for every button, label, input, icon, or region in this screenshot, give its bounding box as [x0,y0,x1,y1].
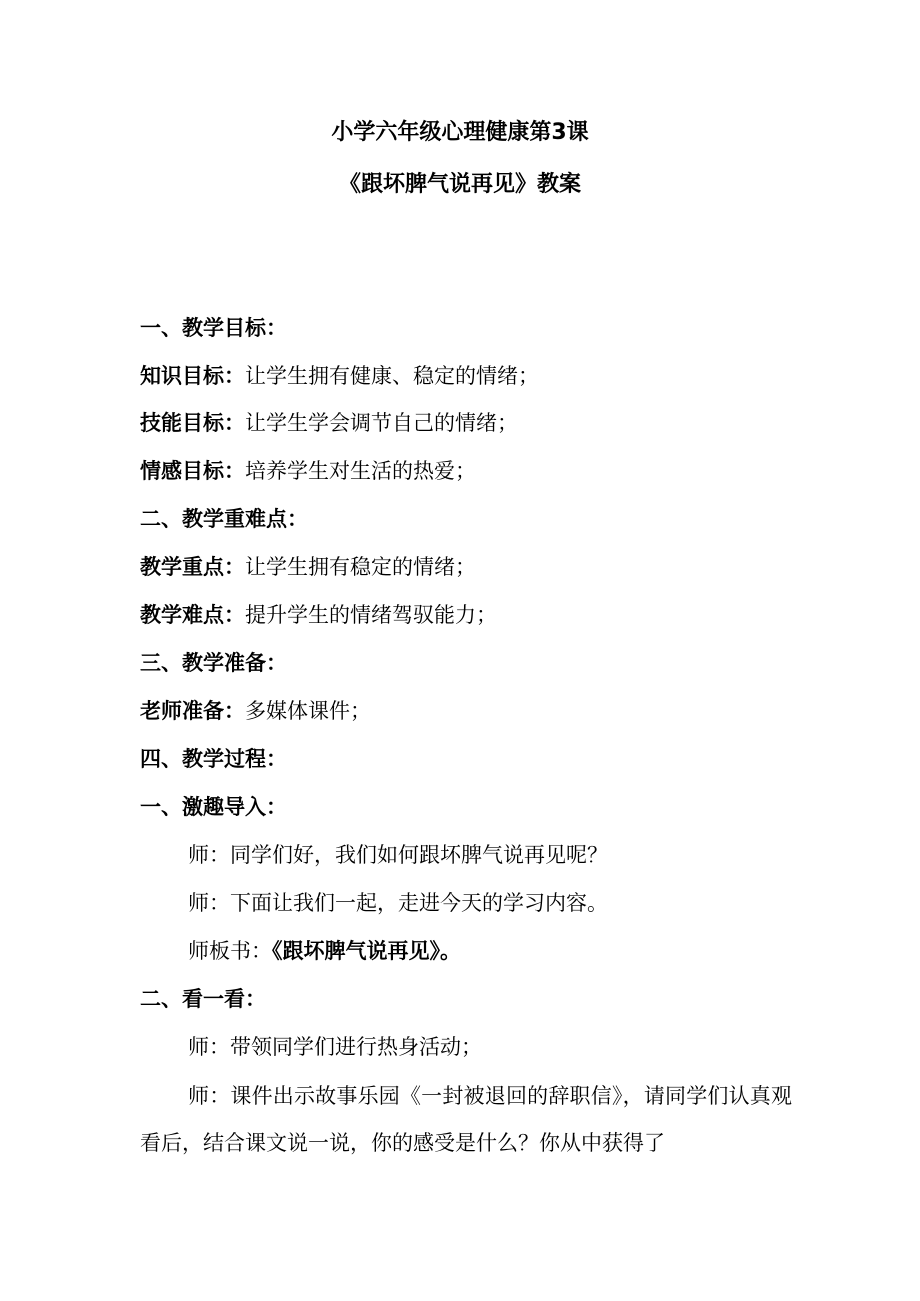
section-heading-process: 四、教学过程： [140,747,287,771]
step2-line1: 师：带领同学们进行热身活动； [188,1035,482,1059]
emotion-objective-text: 培养学生对生活的热爱； [245,459,476,483]
teaching-difficulty-label: 教学难点： [140,603,245,627]
section-heading-preparation: 三、教学准备： [140,651,287,675]
teaching-focus-text: 让学生拥有稳定的情绪； [245,555,476,579]
knowledge-objective-label: 知识目标： [140,364,245,388]
section-heading-objectives: 一、教学目标： [140,316,287,340]
emotion-objective [140,456,476,486]
section-heading-key-points: 二、教学重难点： [140,507,308,531]
emotion-objective-label: 情感目标： [140,459,245,483]
step1-line2: 师：下面让我们一起，走进今天的学习内容。 [188,891,608,915]
step-heading-introduction: 一、激趣导入： [140,795,287,819]
document-title-line2: 《跟坏脾气说再见》教案 [338,172,581,197]
teaching-difficulty [140,600,497,630]
knowledge-objective [140,361,539,391]
step-heading-look: 二、看一看： [140,987,266,1011]
teacher-preparation [140,696,371,726]
blackboard-title: 《跟坏脾气说再见》。 [272,939,461,963]
step1-line1: 师：同学们好，我们如何跟坏脾气说再见呢？ [188,843,608,867]
teaching-focus [140,552,476,582]
step1-line3 [188,936,461,966]
teaching-focus-label: 教学重点： [140,555,245,579]
knowledge-objective-text: 让学生拥有健康、稳定的情绪； [245,364,539,388]
skill-objective-label: 技能目标： [140,411,245,435]
skill-objective-text: 让学生学会调节自己的情绪； [245,411,518,435]
skill-objective [140,408,518,438]
teaching-difficulty-text: 提升学生的情绪驾驭能力； [245,603,497,627]
blackboard-prefix: 师板书： [188,939,272,963]
step2-paragraph: 师：课件出示故事乐园《一封被退回的辞职信》，请同学们认真观看后，结合课文说一说，你的感受是什么？你从中获得了 [140,1084,792,1155]
document-title-line1: 小学六年级心理健康第3课 [331,120,589,145]
teacher-preparation-text: 多媒体课件； [245,699,371,723]
teacher-preparation-label: 老师准备： [140,699,245,723]
